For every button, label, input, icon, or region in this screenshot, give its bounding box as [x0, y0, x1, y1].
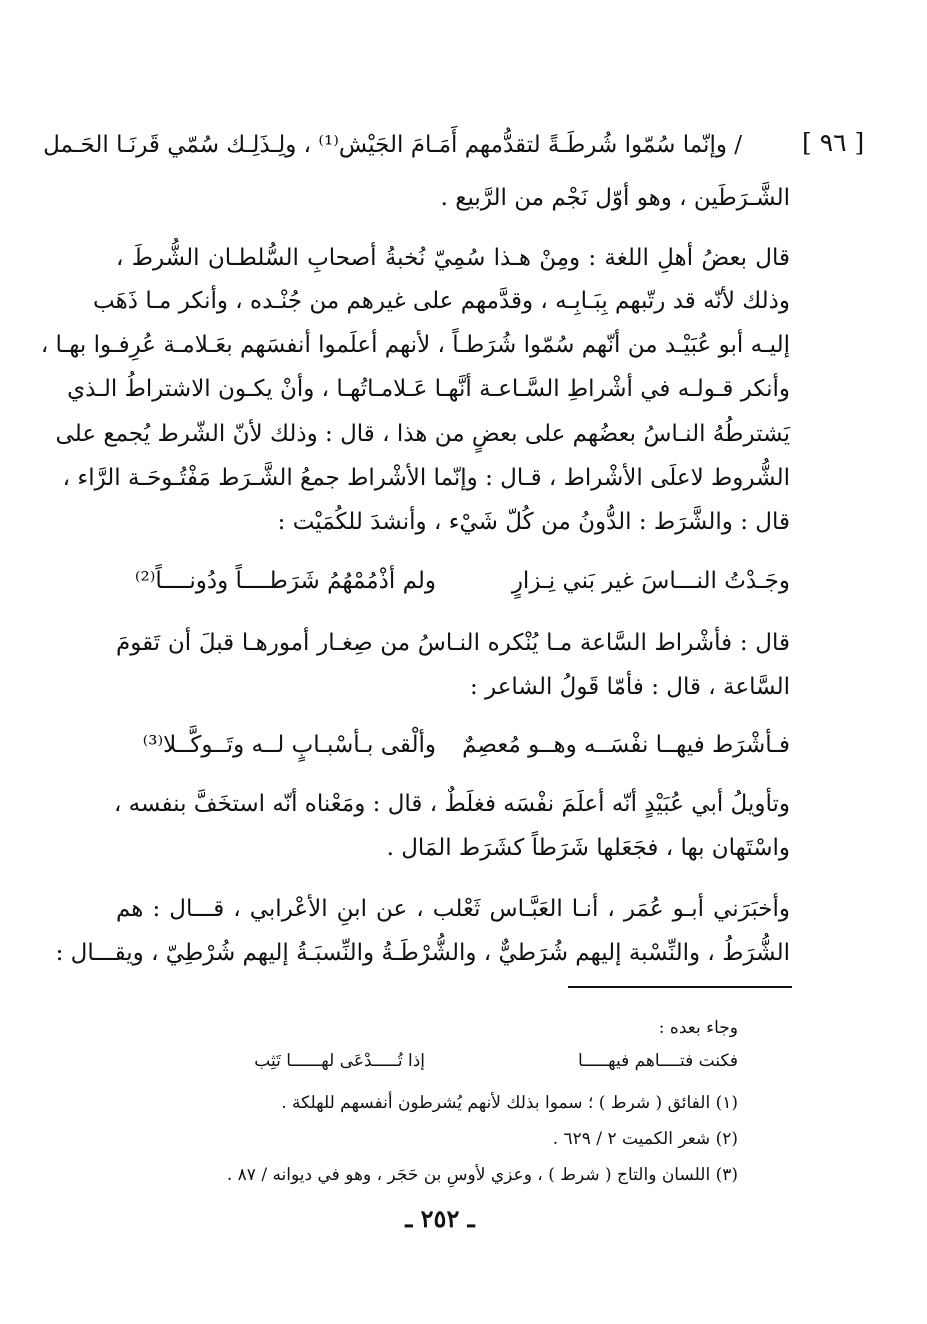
- footnote-verse-intro: وجاء بعده :: [658, 1018, 738, 1038]
- text-line: يَشترطُهُ النـاسُ بعضُهم على بعضٍ من هذا ، قال : وذلك لأنّ الشّرط يُجمع على: [55, 421, 790, 447]
- text-line: قال بعضُ أهلِ اللغة : ومِنْ هـذا سُمِيّ نُخبةُ أصحابِ السُّلطـان الشُّرطَ ،: [116, 245, 790, 271]
- verse-first-hemistich: فـأشْرَط فيهــا نفْسَــه وهــو مُعصِمٌ: [462, 732, 790, 758]
- text-line: وأخبَرَني أبـو عُمَر ، أنـا العَبَّـاس ثَعْلب ، عن ابنِ الأعْرابي ، قـــال : هم: [116, 896, 790, 922]
- text-line: الشَّـرَطَين ، وهو أوّل نَجْم من الرَّبيع .: [440, 185, 790, 211]
- text-line: وأنكر قـولـه في أشْراطِ السَّـاعـة أنَّهـا عَـلامـاتُهـا ، وأنْ يكـون الاشتراطُ الـذي: [67, 376, 790, 402]
- text-line: السَّاعة ، قال : فأمّا قَولُ الشاعر :: [469, 674, 790, 700]
- verse-first-hemistich: وجَـدْتُ النـــاسَ غير بَني نِـزارٍ: [511, 568, 790, 594]
- footnote-verse-second: إذا تُـــــدْعَى لهــــــا تَثِب: [254, 1051, 425, 1071]
- text-line: قال : والشَّرَط : الدُّونُ من كُلّ شَيْء ، وأنشدَ للكُمَيْت :: [277, 509, 790, 535]
- text-line: إليـه أبو عُبَيْـد من أنّهم سُمّوا شُرَطـاً ، لأنهم أعلَموا أنفسَهم بعَـلامـة عُرِفـوا بهـا ،: [40, 332, 790, 358]
- text-line: الشُّرَطُ ، والنِّسْبة إليهم شُرَطيٌّ ، والشُّرْطَـةُ والنِّسبَـةُ إليهم شُرْطِيّ ، ويقـــال :: [55, 940, 790, 966]
- footnote-3: (٣) اللسان والتاج ( شرط ) ، وعزي لأوسِ بن حَجَر ، وهو في ديوانه / ٨٧ .: [226, 1165, 738, 1185]
- page-marker: [ ٩٦ ]: [802, 128, 865, 157]
- page-number: ـ ٢٥٢ ـ: [405, 1204, 475, 1233]
- text-line: قال : فأشْراط السَّاعة مـا يُنْكره النـاسُ من صِغـار أمورهـا قبلَ أن تَقومَ: [116, 630, 790, 656]
- footnote-2: (٢) شعر الكميت ٢ / ٦٢٩ .: [552, 1129, 738, 1149]
- text-line: واسْتَهان بها ، فجَعَلها شَرَطاً كشَرَط المَال .: [386, 835, 790, 861]
- footnote-separator: [568, 986, 792, 988]
- verse-second-hemistich: وألْقى بـأسْبـابٍ لــه وتَــوكَّــلا⁽³⁾: [142, 732, 436, 758]
- footnote-verse-first: فكنت فتــــاهم فيهـــــا: [578, 1051, 738, 1071]
- text-line: وتأويلُ أبي عُبَيْدٍ أنّه أعلَمَ نفْسَه فغلَطٌ ، قال : ومَعْناه أنّه استخَفَّ بنفسه ،: [113, 791, 790, 817]
- text-line: وذلك لأنّه قد رتّبهم بِبَـابِـه ، وقدَّمهم على غيرهم من جُنْـده ، وأنكر مـا ذَهَب: [93, 288, 790, 314]
- verse-second-hemistich: ولم أذْمُمْهُمُ شَرَطــــاً ودُونــــاً⁽²⁾: [134, 568, 436, 594]
- footnote-1: (١) الفائق ( شرط ) ؛ سموا بذلك لأنهم يُشرطون أنفسهم للهلكة .: [281, 1093, 738, 1113]
- text-line: الشُّروط لاعلَى الأشْراط ، قـال : وإنّما الأشْراط جمعُ الشَّـرَط مَفْتُـوحَـة الرَّاء ،: [62, 465, 790, 491]
- text-line: / وإنّما سُمّوا شُرطَـةً لتقدُّمهم أَمَـامَ الجَيْش⁽¹⁾ ، ولِـذَلِـك سُمّي قَرنَـا الحَـمل: [43, 132, 742, 158]
